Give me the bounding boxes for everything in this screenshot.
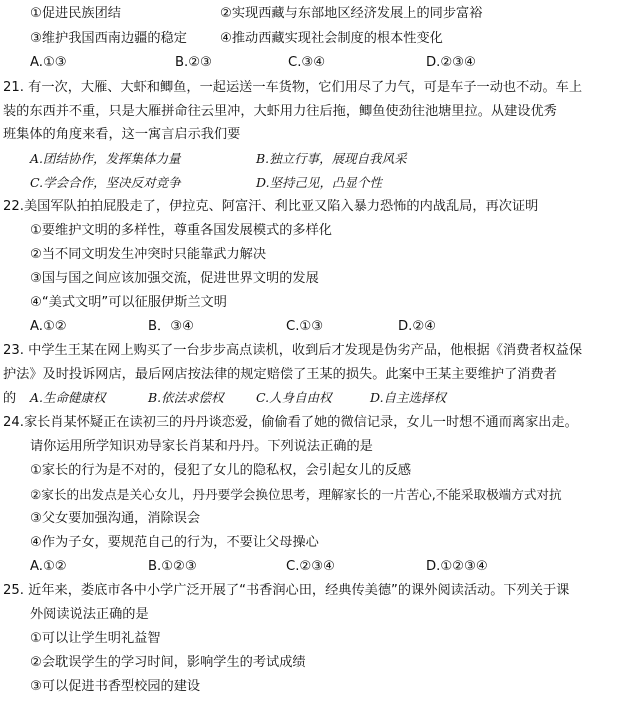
q23-stem-line2: 护法》及时投诉网店，最后网店按法律的规定赔偿了王某的损失。此案中王某主要维护了消费者 — [3, 367, 557, 382]
q23-option-d[interactable]: D.自主选择权 — [370, 390, 447, 405]
q25-statement-1: ①可以让学生明礼益智 — [30, 631, 161, 646]
q22-statement-1: ①要维护文明的多样性，尊重各国发展模式的多样化 — [30, 223, 332, 238]
q24-option-c[interactable]: C.②③④ — [286, 559, 335, 574]
q22-option-d[interactable]: D.②④ — [398, 319, 436, 334]
q22-stem: 22.美国军队拍拍屁股走了，伊拉克、阿富汗、利比亚又陷入暴力恐怖的内战乱局，再次证明 — [3, 199, 539, 214]
q21-option-c[interactable]: C.学会合作，坚决反对竞争 — [30, 175, 181, 190]
q24-statement-1: ①家长的行为是不对的，侵犯了女儿的隐私权，会引起女儿的反感 — [30, 463, 412, 478]
q20-option-c[interactable]: C.③④ — [288, 55, 326, 70]
q20-option-d[interactable]: D.②③④ — [426, 55, 476, 70]
q22-statement-3: ③国与国之间应该加强交流，促进世界文明的发展 — [30, 271, 319, 286]
q21-option-d[interactable]: D.坚持己见，凸显个性 — [256, 175, 383, 190]
q23-stem-line1: 23. 中学生王某在网上购买了一台步步高点读机，收到后才发现是伪劣产品，他根据《消费者权益保 — [3, 343, 583, 358]
q21-option-b[interactable]: B.独立行事，展现自我风采 — [256, 151, 407, 166]
q22-statement-4: ④“美式文明”可以征服伊斯兰文明 — [30, 295, 227, 310]
q25-stem-line1: 25. 近年来，娄底市各中小学广泛开展了“书香润心田，经典传美德”的课外阅读活动。下列关于课 — [3, 583, 570, 598]
q20-statement-3: ③维护我国西南边疆的稳定 — [30, 31, 187, 46]
q24-option-d[interactable]: D.①②③④ — [426, 559, 488, 574]
q20-statement-4: ④推动西藏实现社会制度的根本性变化 — [220, 31, 443, 46]
q22-option-b[interactable]: B．③④ — [148, 319, 194, 334]
q20-statement-2: ②实现西藏与东部地区经济发展上的同步富裕 — [220, 6, 483, 21]
q21-stem-line3: 班集体的角度来看，这一寓言启示我们要 — [3, 127, 241, 142]
q20-option-b[interactable]: B.②③ — [175, 55, 212, 70]
q20-statement-1: ①促进民族团结 — [30, 6, 121, 21]
q24-stem-line1: 24.家长肖某怀疑正在读初三的丹丹谈恋爱，偷偷看了她的微信记录，女儿一时想不通而离家出走。 — [3, 415, 578, 430]
q23-option-a[interactable]: A.生命健康权 — [30, 390, 106, 405]
q24-statement-4: ④作为子女，要规范自己的行为，不要让父母操心 — [30, 535, 319, 550]
q24-statement-3: ③父女要加强沟通，消除误会 — [30, 511, 201, 526]
q22-option-a[interactable]: A.①② — [30, 319, 67, 334]
q24-statement-2: ②家长的出发点是关心女儿，丹丹要学会换位思考，理解家长的一片苦心,不能采取极端方式对抗 — [30, 487, 562, 502]
q24-option-b[interactable]: B.①②③ — [148, 559, 197, 574]
q25-statement-3: ③可以促进书香型校园的建设 — [30, 679, 201, 694]
q20-option-a[interactable]: A.①③ — [30, 55, 67, 70]
q25-stem-line2: 外阅读说法正确的是 — [30, 607, 149, 622]
q23-stem-line3: 的 — [3, 391, 17, 406]
q24-option-a[interactable]: A.①② — [30, 559, 67, 574]
q25-statement-2: ②会耽误学生的学习时间，影响学生的考试成绩 — [30, 655, 306, 670]
q23-option-c[interactable]: C.人身自由权 — [256, 390, 332, 405]
q21-stem-line2: 装的东西并不重，只是大雁拼命往云里冲，大虾用力往后拖，鲫鱼使劲往池塘里拉。从建设优秀 — [3, 104, 557, 119]
q22-statement-2: ②当不同文明发生冲突时只能靠武力解决 — [30, 247, 267, 262]
q22-option-c[interactable]: C.①③ — [286, 319, 324, 334]
q23-option-b[interactable]: B.依法求偿权 — [148, 390, 224, 405]
q21-option-a[interactable]: A.团结协作，发挥集体力量 — [30, 151, 181, 166]
q24-stem-line2: 请你运用所学知识劝导家长肖某和丹丹。下列说法正确的是 — [30, 439, 373, 454]
q21-stem-line1: 21. 有一次，大雁、大虾和鲫鱼，一起运送一车货物，它们用尽了力气，可是车子一动也不动。车上 — [3, 80, 583, 95]
